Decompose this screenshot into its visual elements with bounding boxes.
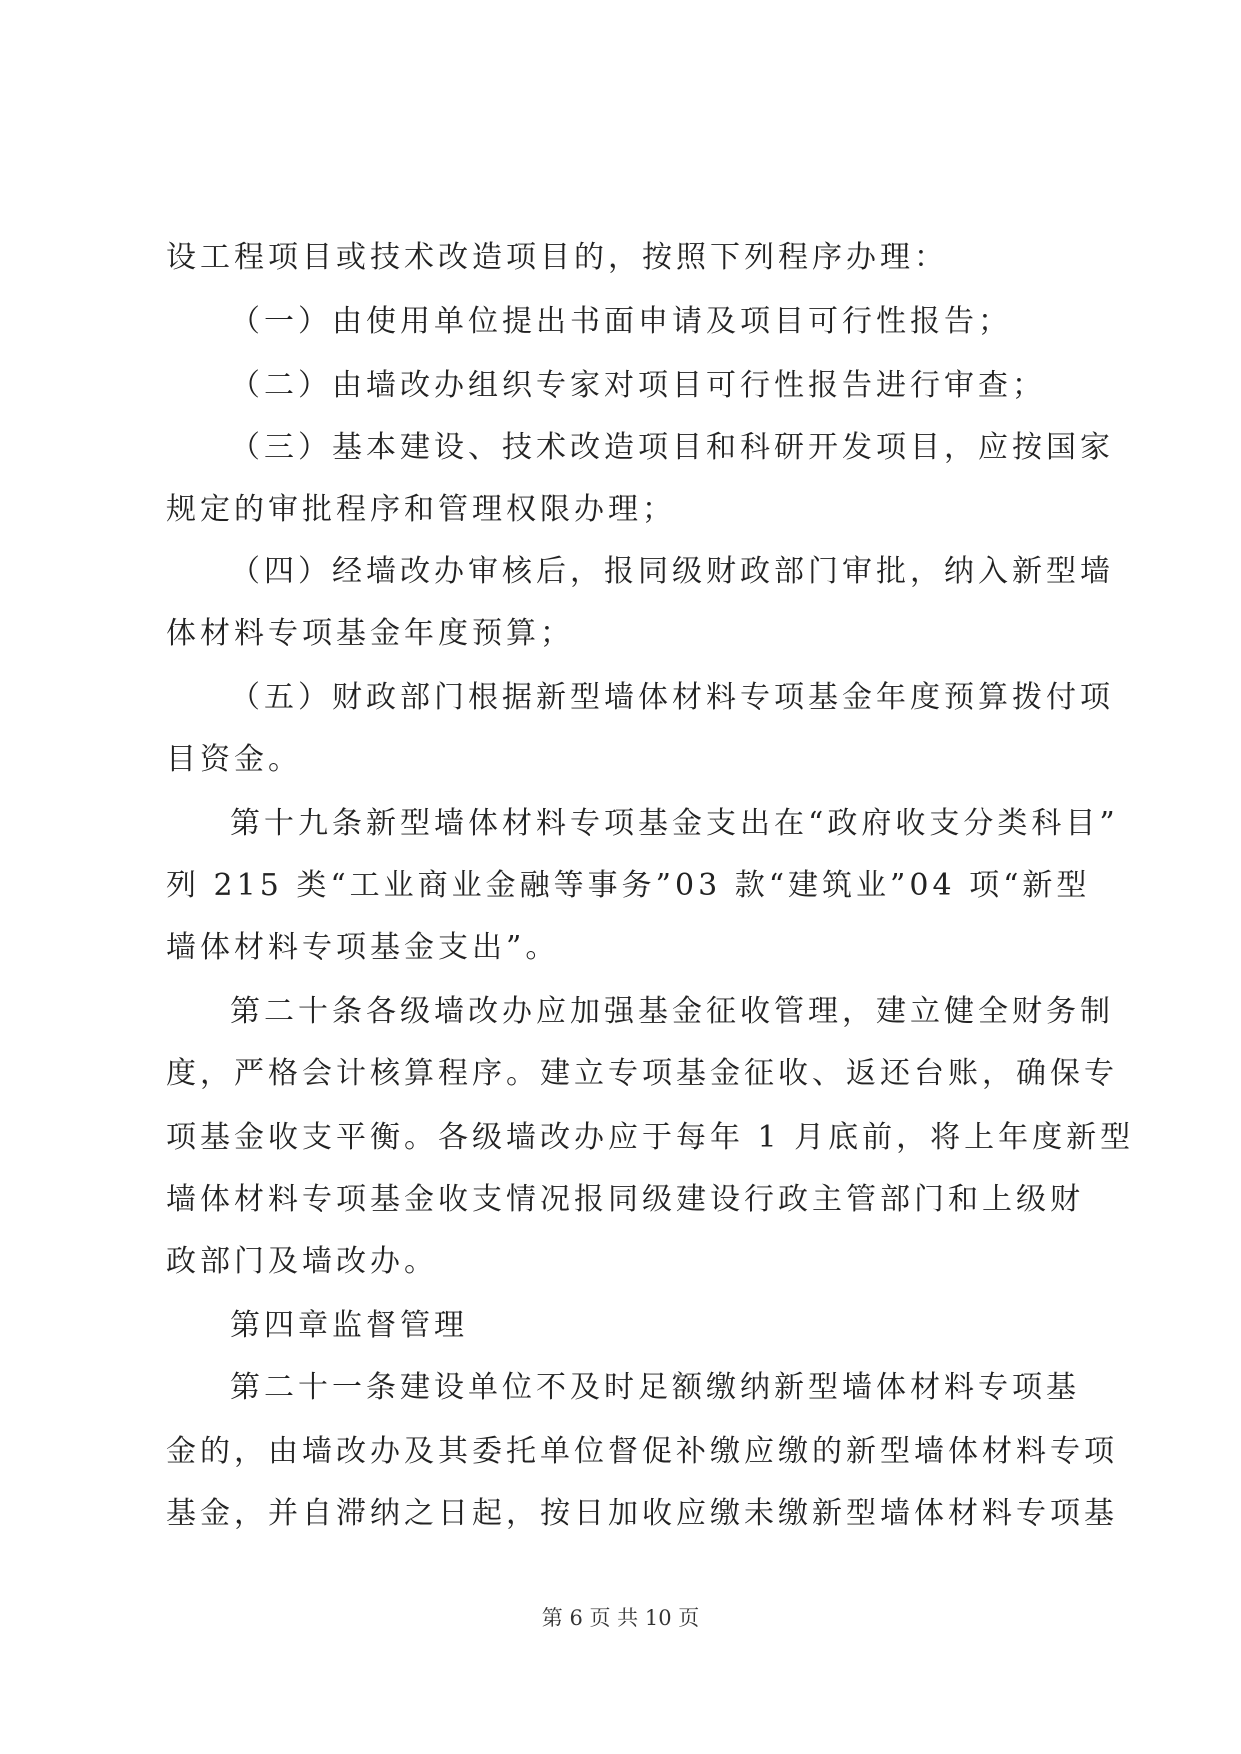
text-line: （五）财政部门根据新型墙体材料专项基金年度预算拨付项 bbox=[230, 680, 1114, 715]
text-line: 金的，由墙改办及其委托单位督促补缴应缴的新型墙体材料专项 bbox=[166, 1434, 1118, 1469]
text-line: 第二十一条建设单位不及时足额缴纳新型墙体材料专项基 bbox=[230, 1370, 1080, 1405]
text-line: （一）由使用单位提出书面申请及项目可行性报告； bbox=[230, 304, 1012, 339]
text-line: （四）经墙改办审核后，报同级财政部门审批，纳入新型墙 bbox=[230, 554, 1114, 589]
text-line: （三）基本建设、技术改造项目和科研开发项目，应按国家 bbox=[230, 430, 1114, 465]
text-line: 墙体材料专项基金支出”。 bbox=[166, 930, 560, 965]
text-line: 政部门及墙改办。 bbox=[166, 1244, 438, 1279]
text-line: 墙体材料专项基金收支情况报同级建设行政主管部门和上级财 bbox=[166, 1182, 1084, 1217]
text-line: 体材料专项基金年度预算； bbox=[166, 616, 574, 651]
text-line: 设工程项目或技术改造项目的，按照下列程序办理： bbox=[166, 240, 948, 275]
text-line: 列 215 类“工业商业金融等事务”03 款“建筑业”04 项“新型 bbox=[166, 868, 1091, 903]
text-line: （二）由墙改办组织专家对项目可行性报告进行审查； bbox=[230, 368, 1046, 403]
text-line: 第十九条新型墙体材料专项基金支出在“政府收支分类科目” bbox=[230, 806, 1119, 841]
text-line: 规定的审批程序和管理权限办理； bbox=[166, 492, 676, 527]
text-line: 第二十条各级墙改办应加强基金征收管理，建立健全财务制 bbox=[230, 994, 1114, 1029]
chapter-heading: 第四章监督管理 bbox=[230, 1308, 468, 1343]
text-line: 项基金收支平衡。各级墙改办应于每年 1 月底前，将上年度新型 bbox=[166, 1120, 1135, 1155]
text-line: 目资金。 bbox=[166, 742, 302, 777]
page-number-footer: 第 6 页 共 10 页 bbox=[541, 1606, 700, 1630]
text-line: 基金，并自滞纳之日起，按日加收应缴未缴新型墙体材料专项基 bbox=[166, 1496, 1118, 1531]
text-line: 度，严格会计核算程序。建立专项基金征收、返还台账，确保专 bbox=[166, 1056, 1118, 1091]
